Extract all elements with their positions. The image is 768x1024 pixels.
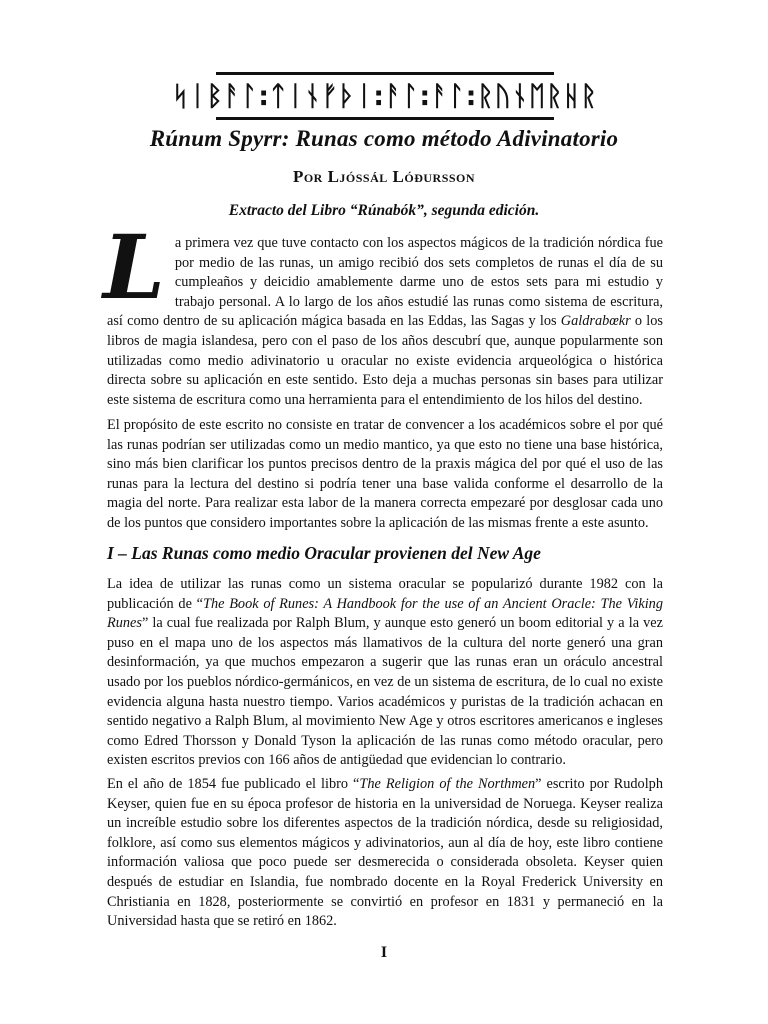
- runic-banner: ᛋᛁᛒᚨᛚ:ᛏᛁᚾᚠᚦᛁ:ᚨᛚ:ᚨᛚ:ᚱᚢᚾᛖᚱᚺᚱ: [216, 72, 554, 120]
- extract-note: Extracto del Libro “Rúnabók”, segunda edición.: [228, 202, 540, 219]
- author-line: Por Ljóssál Lóðursson: [292, 167, 476, 186]
- document-title: Rúnum Spyrr: Runas como método Adivinatorio: [149, 126, 619, 151]
- paragraph-text: El propósito de este escrito no consiste en tratar de convencer a los académicos sobre el por qué las runas podrían ser utilizadas como un medio mantico, ya que esto no tiene una base histórica, sino más bien clarificar los puntos precisos dentro de la praxis mágica del por qué el uso de las runas para la lectura del destino si podría tener una base valida conforme el desarrollo de la magia del norte. Para realizar esta labor de la manera correcta empezaré por desglosar cada uno de los puntos que considero importantes sobre la aplicación de las mismas frente a este asunto.: [107, 417, 663, 531]
- paragraph-text: a primera vez que tuve contacto con los aspectos mágicos de la tradición nórdica fue por medio de las runas, un amigo recibió dos sets completos de runas el día de su cumpleaños y deicidio amablemente darme uno de estos sets para mi estudio y trabajo personal. A lo largo de los años estudié las runas como sistema de escritura, así como dentro de su aplicación mágica basada en las Eddas, las Sagas y los: [107, 235, 663, 330]
- drop-cap-letter: L: [103, 215, 165, 319]
- paragraph-new-age: [107, 575, 663, 771]
- italic-term: Galdrabœkr: [560, 313, 631, 330]
- book-title: The Religion of the Northmen: [359, 776, 536, 792]
- paragraph-text: La idea de utilizar las runas como un sistema oracular se popularizó durante 1982 con la publicación de “: [107, 576, 663, 612]
- paragraph-text: En el año de 1854 fue publicado el libro “: [107, 776, 360, 792]
- paragraph-text: ” escrito por Rudolph Keyser, quien fue en su época profesor de historia en la universidad de Noruega. Keyser realiza un increíble estudio sobre los diferentes aspectos de la tradición nórdica, desde su religiosidad, folklore, así como sus elementos mágicos y adivinatorios, aun al día de hoy, este libro contiene información valiosa que poco puede ser desmerecida o considerada obsoleta. Keyser quien después de estudiar en Islandia, fue nombrado docente en la Royal Frederick University en Christiania en 1828, posteriormente se convirtió en profesor en 1831 y permaneció en la Universidad hasta que se retiró en 1862.: [107, 776, 663, 930]
- paragraph-intro: [103, 215, 663, 410]
- paragraph-purpose: [107, 416, 663, 534]
- section-heading: I – Las Runas como medio Oracular provienen del New Age: [107, 543, 541, 563]
- paragraph-keyser: [107, 775, 663, 932]
- book-title: The Book of Runes: A Handbook for the use of an Ancient Oracle: The Viking Runes: [107, 595, 663, 632]
- paragraph-text: o los libros de magia islandesa, pero con el paso de los años descubrí que, aunque popularmente son utilizadas como medio adivinatorio u oracular no existe evidencia arqueológica o histórica directa sobre su aplicación en este sentido. Esto deja a muchas personas sin bases para utilizar este sistema de escritura como una herramienta para el entendimiento de los hilos del destino.: [107, 313, 663, 408]
- paragraph-text: ” la cual fue realizada por Ralph Blum, y aunque esto generó un boom editorial y a la vez puso en el mapa uno de los aspectos más llamativos de la cultura del norte generó una gran desinformación, ya que muchos empezaron a sugerir que las runas eran un oráculo ancestral usado por los pueblos nórdico-germánicos, en vez de un sistema de escritura, de lo cual no existe evidencia alguna hasta nuestro tiempo. Varios académicos y puristas de la tradición achacan en sentido negativo a Ralph Blum, al movimiento New Age y otros escritores americanos e ingleses como Edred Thorsson y Donald Tyson la aplicación de las runas como método oracular, pero existen escritos previos con 166 años de antigüedad que evidencian lo contrario.: [107, 615, 663, 769]
- page-number: I: [380, 944, 388, 961]
